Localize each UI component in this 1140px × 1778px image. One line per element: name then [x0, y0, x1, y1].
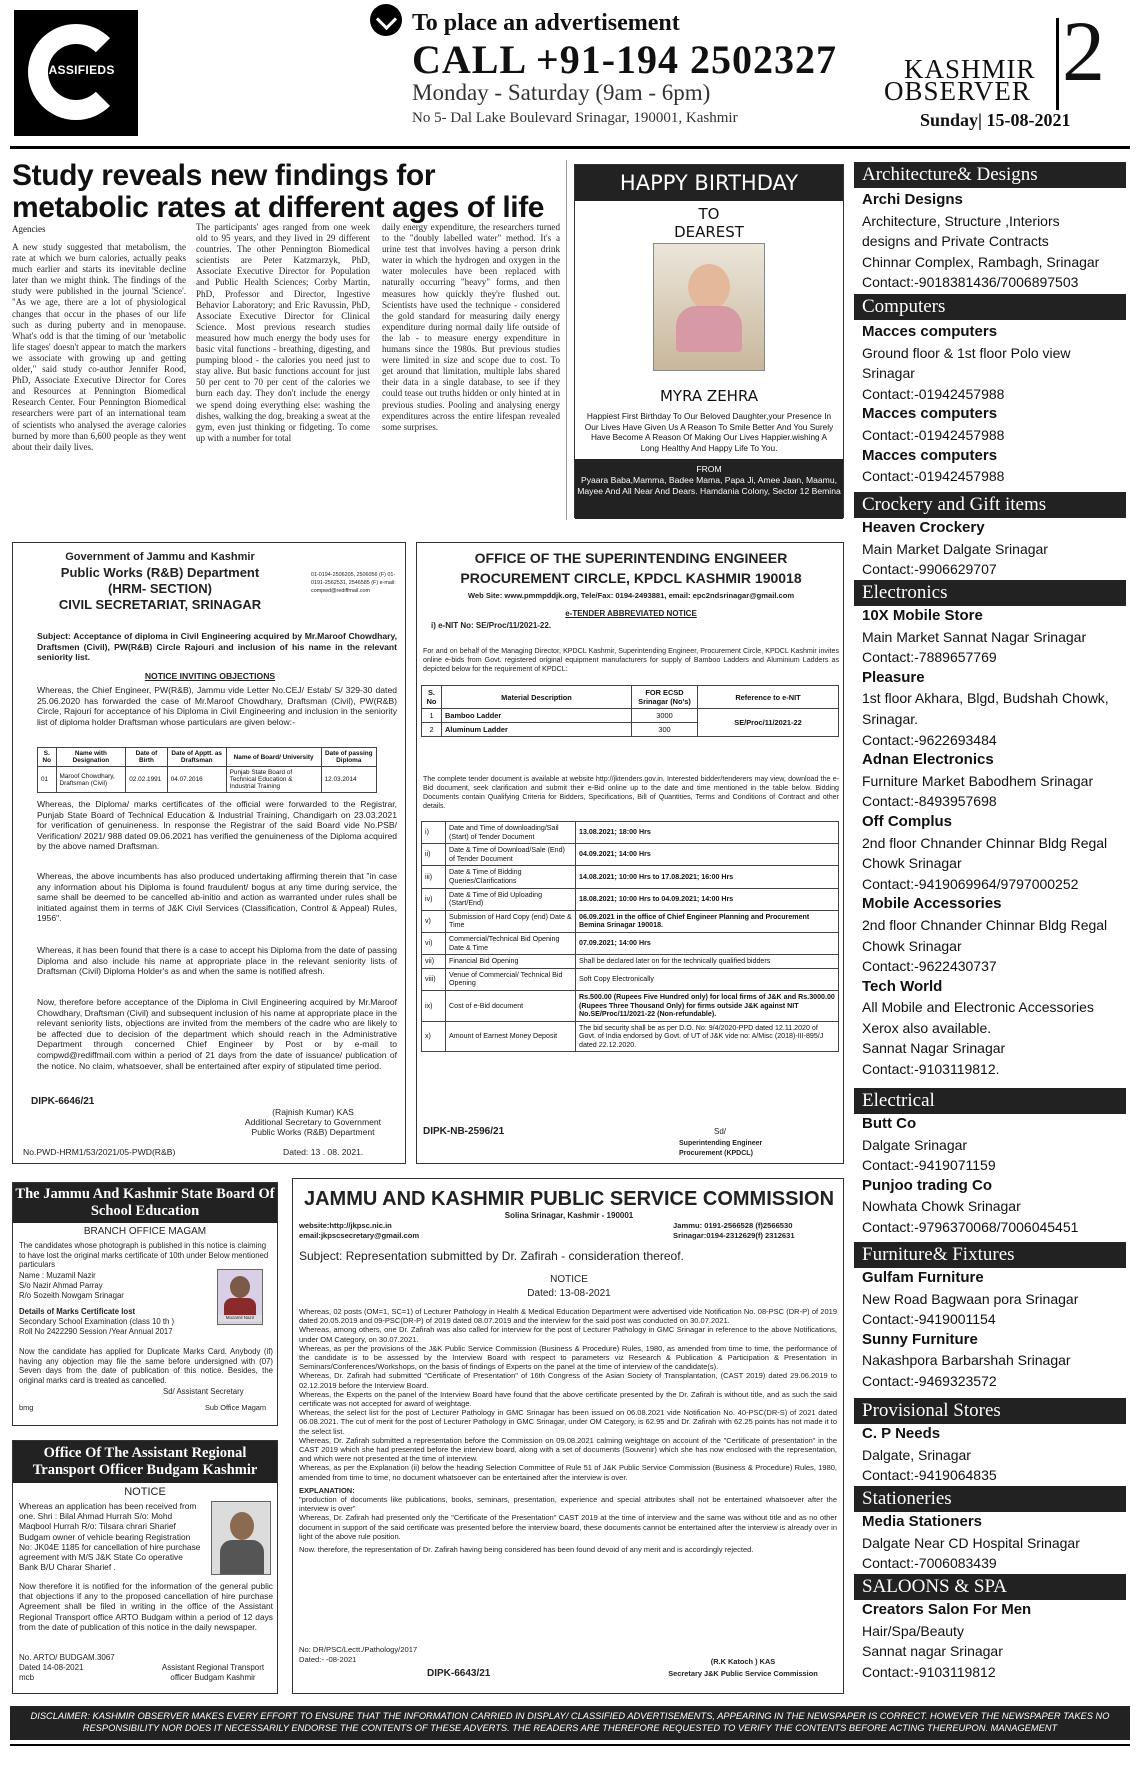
birthday-from	[575, 459, 843, 519]
entry-title: Pleasure	[862, 668, 925, 686]
jkpsc-notice	[292, 1178, 844, 1694]
entry-line: Sannat nagar Srinagar	[862, 1643, 1003, 1660]
arto-title: Office Of The Assistant Regional Transport Officer Budgam Kashmir	[13, 1441, 277, 1483]
pwd-dated: Dated: 13 . 08. 2021.	[283, 1147, 364, 1157]
entry-line: Sannat Nagar Srinagar	[862, 1040, 1006, 1057]
entry-line: Contact:-9796370068/7006045451	[862, 1218, 1079, 1235]
jkbose-body: Now the candidate has applied for Duplicate Marks Card. Anybody (if) having any objection may file the same before undersigned with (07) Seven days from the date of publication of this notice. Besides, the original marks card is treated as cancelled.	[19, 1347, 273, 1385]
category-furniture: Furniture& Fixtures	[854, 1242, 1126, 1268]
directory-entry	[862, 190, 1124, 293]
article-divider	[566, 160, 567, 520]
pwd-td: 02.02.1991	[126, 767, 167, 793]
schedule-label: Date and Time of downloading/Sail (Start) of Tender Document	[446, 822, 576, 844]
ad-phone: CALL +91-194 2502327	[412, 37, 838, 82]
birthday-to: TO	[698, 205, 720, 223]
kpdcl-th: Material Description	[442, 686, 632, 709]
jkbose-father: S/o Nazir Ahmad Parray	[19, 1281, 103, 1290]
pwd-para2: Whereas, the Diploma/ marks certificates of the official were forwarded to the Registrar, Punjab State Board of Technical Education & Industrial Training, Chandigarh on 23.03.2021 for verification of genuineness. In response the Registrar of the said Board vide No.PSB/ Verification/ 2021/ 988 dated 09.06.2021 has verified the genuineness of the Diploma acquired by the above named Draftsman.	[37, 799, 397, 852]
pwd-dept: Public Works (R&B) Department	[60, 565, 260, 580]
schedule-label: Financial Bid Opening	[446, 955, 576, 969]
jkbose-code: bmg	[19, 1403, 34, 1412]
entry-line: Contact:-9622693484	[862, 731, 997, 748]
entry-line: designs and Private Contracts	[862, 233, 1049, 250]
schedule-value: 04.09.2021; 14:00 Hrs	[576, 844, 839, 866]
schedule-no: viii)	[422, 968, 446, 990]
kpdcl-td: 2	[422, 723, 442, 737]
pwd-place: CIVIL SECRETARIAT, SRINAGAR	[58, 597, 262, 612]
jkbose-roll: Roll No 2422290 Session /Year Annual 2017	[19, 1327, 173, 1336]
jkbose-office: BRANCH OFFICE MAGAM	[83, 1226, 207, 1237]
jkpsc-address: Solina Srinagar, Kashmir - 190001	[504, 1211, 634, 1220]
entry-title: Mobile Accessories	[862, 895, 1002, 913]
top-rule	[10, 146, 1130, 149]
entry-line: Architecture, Structure ,Interiors	[862, 212, 1060, 229]
schedule-label: Cost of e-Bid document	[446, 990, 576, 1021]
kpdcl-schedule-table	[421, 821, 839, 1052]
entry-line: Dalgate Near CD Hospital Srinagar	[862, 1534, 1080, 1551]
jkpsc-email: email:jkpscsecretary@gmail.com	[299, 1231, 420, 1240]
pwd-section: (HRM- SECTION)	[108, 581, 212, 596]
entry-line: Ground floor & 1st floor Polo view	[862, 344, 1071, 361]
pwd-ref: No.PWD-HRM1/53/2021/05-PWD(R&B)	[23, 1147, 176, 1157]
category-crockery: Crockery and Gift items	[854, 492, 1126, 518]
article-col2: The participants' ages ranged from one week old to 95 years, and they lived in 29 different countries. The other Pennington Biomedical scientists are Peter Katzmarzyk, PhD, Associate Executive Director for Population and Public Health Sciences; Corby Martin, PhD, Professor and Director, Ingestive Behavior Laboratory; and Eric Ravussin, PhD, Associate Executive Director for Clinical Science. Most previous research studies measured how much energy the body uses for basic vital functions - breathing, digesting, and pumping blood - the calories you need just to stay alive. But basic functions account for just 50 per cent to 70 per cent of the calories we burn each day. They don't include the energy we spend doing everything else: washing the dishes, walking the dog, breaking a sweat at the gym, even just thinking or fidgeting. To come up with a number for total	[196, 222, 370, 443]
table-row	[422, 968, 839, 990]
schedule-value: Soft Copy Electronically	[576, 968, 839, 990]
pwd-th: Date of Birth	[126, 748, 167, 767]
table-row	[422, 1021, 839, 1052]
pwd-para5: Now, therefore before acceptance of the Diploma in Civil Engineering acquired by Mr.Maroof Chowdhary, Draftsman (Civil) and subsequent inclusion of his name at appropriate place in the relevant seniority lists, objections are invited from the members of the cadre who are likely to be affected due to decision of the department which should reach in the Administrative Department through concerned Chief Engineer by Post or by e-mail to compwd@rediffmail.com within a period of 21 days from the date of issuance/ publication of the notice. No claim, whatsoever, shall be entertained after expiry of stipulated time period.	[37, 997, 397, 1071]
entry-line: Chowk Srinagar	[862, 855, 962, 872]
kpdcl-dipk: DIPK-NB-2596/21	[423, 1126, 505, 1137]
schedule-value: Shall be declared later on for the technically qualified bidders	[576, 955, 839, 969]
kpdcl-circle: PROCUREMENT CIRCLE, KPDCL KASHMIR 190018	[460, 570, 802, 586]
category-saloons: SALOONS & SPA	[854, 1574, 1126, 1600]
kpdcl-sign1: Superintending Engineer	[679, 1140, 763, 1147]
pwd-td: 04.07.2016	[167, 767, 226, 793]
schedule-label: Date & Time of Bidding Queries/Clarifications	[446, 866, 576, 888]
schedule-no: vii)	[422, 955, 446, 969]
jkpsc-p2: Whereas, among others, one Dr. Zafirah was also called for interview for the post of Lecturer Pathology in GMC Srinagar in reference to the above Notifications, under OM Category, on 30.07.2021.	[299, 1325, 837, 1344]
entry-title: 10X Mobile Store	[862, 607, 983, 624]
jkpsc-explanation: "production of documents like publications, books, seminars, presentation, experience and special attributes shall not be entertained whatsoever after the interview is over"	[299, 1495, 837, 1514]
kpdcl-info: The complete tender document is available at website http://jktenders.gov.in. Interested bidder/tenderers may view, download the e-Bid document, seek clarification and submit their e-Bid online up to the date and time mentioned in the table below. Bidding Documents contain Qualifying Criteria for Bidders, Specifications, Bill of Quantities, Terms and Conditions of Contract and other details.	[423, 775, 839, 810]
entry-title: Sunny Furniture	[862, 1330, 978, 1348]
entry-title: Gulfam Furniture	[862, 1269, 984, 1286]
entry-line: Chinnar Complex, Rambagh, Srinagar	[862, 253, 1100, 270]
entry-line: Nakashpora Barbarshah Srinagar	[862, 1352, 1071, 1369]
arto-body: Whereas an application has been received from one. Shri : Bilal Ahmad Hurrah S/o: Mohd Maqbool Hurrah R/o: Tilsara chrari Sharief Budgam owner of vehicle bearing Registration No: JK04E 1185 for cancellation of hire purchase agreement with M/S J&K State Co operative Bank B/U Charar Sharief .	[19, 1501, 201, 1573]
directory-entry	[862, 1114, 1124, 1238]
entry-title: C. P Needs	[862, 1425, 941, 1442]
schedule-label: Date & Time of Download/Sale (End) of Tender Document	[446, 844, 576, 866]
entry-line: Contact:-01942457988	[862, 385, 1005, 402]
jkbose-title: The Jammu And Kashmir State Board Of School Education	[13, 1183, 277, 1223]
arto-no: No. ARTO/ BUDGAM.3067	[19, 1653, 115, 1662]
kpdcl-sd: Sd/	[713, 1127, 726, 1136]
entry-line: Contact:-9018381436/7006897503	[862, 274, 1079, 291]
kpdcl-web: Web Site: www.pmmpddjk.org, Tele/Fax: 0194-2493881, email: epc2ndsrinagar@gmail.com	[467, 591, 795, 600]
kpdcl-th: FOR ECSD Srinagar (No's)	[632, 686, 698, 709]
directory-entry	[862, 1600, 1124, 1682]
kpdcl-office: OFFICE OF THE SUPERINTENDING ENGINEER	[474, 550, 788, 566]
birthday-from-text: Pyaara Baba,Mamma, Badee Mama, Papa Ji, Amee Jaan, Maamu, Mayee And All Near And Dears. Hamdania Colony, Sector 12 Bemina	[577, 474, 841, 496]
page-number: 2	[1062, 3, 1105, 99]
directory-entry	[862, 1512, 1124, 1574]
entry-line: Contact:-7006083439	[862, 1555, 997, 1572]
jkpsc-p3: Whereas, as per the provisions of the J&K Public Service Commission (Business & Procedure) Rules, 1980, as amended from time to time, the performance of the candidate is to be assessed by the Interview Board with respect to parameters viz Research & Publication & Participation & Presentation in Seminars/Conferences/Workshops, on the basis of findings of Experts on the panel at the time of interview of the candidate(s).	[299, 1343, 837, 1372]
pwd-th: S. No	[38, 748, 57, 767]
entry-line: Contact:-01942457988	[862, 468, 1005, 485]
table-row	[422, 866, 839, 888]
entry-line: 2nd floor Chnander Chinnar Bldg Regal	[862, 834, 1108, 851]
schedule-no: iv)	[422, 888, 446, 910]
schedule-label: Submission of Hard Copy (end) Date & Time	[446, 910, 576, 932]
entry-title: Adnan Electronics	[862, 751, 994, 769]
jkpsc-p9: Whereas, Dr. Zafirah had presented only the "Certificate of the Presentation" CAST 2019 at the time of interview and the same was without title and as no other document in support of the said certificate was presented before the interview board, these documents cannot be entertained after the interview is already over in light of the above rule position.	[299, 1513, 837, 1541]
pwd-th: Date of Apptt. as Draftsman	[167, 748, 226, 767]
entry-title: Off Complus	[862, 812, 952, 830]
applicant-photo	[211, 1501, 271, 1575]
entry-line: Contact:-9419071159	[862, 1157, 996, 1174]
entry-title: Tech World	[862, 977, 943, 995]
entry-title: Creators Salon For Men	[862, 1601, 1032, 1618]
pwd-dipk: DIPK-6646/21	[31, 1096, 95, 1107]
schedule-label: Date & Time of Bid Uploading (Start/End)	[446, 888, 576, 910]
pwd-td: Maroof Chowdhary, Draftsman (Civil)	[56, 767, 126, 793]
entry-line: Contact:-9419069964/9797000252	[862, 875, 1079, 892]
ad-title: To place an advertisement	[412, 10, 680, 36]
arto-code: mcb	[19, 1673, 35, 1682]
jkbose-intro: The candidates whose photograph is published in this notice is claiming to have lost the original marks certificate of 10th under Below mentioned particulars	[19, 1241, 269, 1269]
table-row	[38, 767, 377, 793]
business-directory	[854, 162, 1126, 1684]
entry-line: Chowk Srinagar	[862, 937, 962, 954]
jkpsc-notice-label: NOTICE	[550, 1274, 588, 1285]
entry-line: 1st floor Akhara, Blgd, Budshah Chowk,	[862, 690, 1109, 707]
article-byline: Agencies	[12, 224, 46, 234]
jkpsc-srinagar-phone: Srinagar:0194-2312629(f) 2312631	[673, 1231, 795, 1240]
kpdcl-intro: For and on behalf of the Managing Director, KPDCL Kashmir, Superintending Engineer, Procurement Circle, KPDCL Kashmir invites online e-bids from Govt. registered original equipment manufacturers for supply of Bamboo Ladders and Aluminium Ladders as depicted below for the requirement of KPDCL:	[423, 647, 839, 673]
entry-line: All Mobile and Electronic Accessories	[862, 999, 1094, 1016]
schedule-no: v)	[422, 910, 446, 932]
pwd-signatory-title: Additional Secretary to Government	[244, 1117, 382, 1127]
jkbose-details-title: Details of Marks Certificate lost	[19, 1307, 136, 1316]
jkpsc-p1: Whereas, 02 posts (OM=1, SC=1) of Lecturer Pathology in Health & Medical Education Department were advertised vide Notification No. 08-PSC (DR-P) of 2019 dated 20.05.2019 and 09-PSC(DR-P) of 2019 dated 08.07.2019 and the interview for the said post was conducted on 30.07.2021.	[299, 1307, 837, 1326]
jkpsc-explanation-title: EXPLANATION:	[299, 1485, 355, 1495]
article-headline: Study reveals new findings for metabolic rates at different ages of life	[12, 159, 545, 224]
schedule-no: ix)	[422, 990, 446, 1021]
brand-line2: OBSERVER	[884, 76, 1031, 106]
category-electrical: Electrical	[854, 1088, 1126, 1114]
jkpsc-p5: Whereas, the Experts on the panel of the Interview Board have found that the above certificate presented by the Dr. Zafirah is without title, and as such the said certificate was not accepted for award of weightage.	[299, 1389, 837, 1409]
birthday-heading: HAPPY BIRTHDAY	[575, 165, 843, 201]
arto-notice-label: NOTICE	[124, 1486, 166, 1498]
entry-line: Dalgate, Srinagar	[862, 1446, 971, 1463]
schedule-no: x)	[422, 1021, 446, 1052]
category-stationeries: Stationeries	[854, 1486, 1126, 1512]
entry-title: Macces computers	[862, 405, 998, 423]
schedule-value: 07.09.2021; 14:00 Hrs	[576, 932, 839, 954]
jkpsc-p10: Now. therefore, the representation of Dr. Zafirah having being considered has been found devoid of any merit and is accordingly rejected.	[299, 1545, 754, 1555]
arto-sign2: officer Budgam Kashmir	[170, 1673, 256, 1682]
birthday-ad	[574, 164, 844, 518]
jkbose-office-sign: Sub Office Magam	[205, 1403, 267, 1412]
article-col1: A new study suggested that metabolism, the rate at which we burn calories, actually peaks much earlier and starts its inevitable decline later than we might think. The findings of the study were published in the journal 'Science'. "As we age, there are a lot of physiological changes that occur in the phases of our life such as during puberty and in menopause. What's odd is that the timing of our 'metabolic life stages' doesn't appear to match the markers we associate with growing up and getting older," said study co-author Jennifer Rood, PhD, Associate Executive Director for Cores and Resources at Pennington Biomedical Research Center. Four Pennington Biomedical researchers were part of an international team of scientists who analysed the average calories burned by more than 6,600 people as they went about their daily lives.	[12, 242, 186, 452]
schedule-label: Venue of Commercial/ Technical Bid Opening	[446, 968, 576, 990]
pwd-td: Punjab State Board of Technical Education & Industrial Training	[226, 767, 321, 793]
jkpsc-p7: Whereas, Dr. Zafirah submitted a representation before the Commission on 09.08.2021 calming weightage on account of the "Certificate of presentation" in the CAST 2019 which she had presented before the interview board, along with a set of documents (Souvenir) which she has now enclosed with the representation, and which were not presented at the time of interview.	[299, 1435, 837, 1464]
jkpsc-title: JAMMU AND KASHMIR PUBLIC SERVICE COMMISSION	[303, 1188, 835, 1210]
jkpsc-p4: Whereas, Dr. Zafirah had submitted "Certificate of Presentation" of 16th Congress of the Asian Society of Transplantation, (CAST 2019) dated 29.06.2019 to 02.12.2019 before the Interview Board.	[299, 1371, 837, 1390]
entry-line: Hair/Spa/Beauty	[862, 1622, 964, 1639]
entry-line: Srinagar.	[862, 710, 919, 727]
arrow-circle-icon	[370, 4, 402, 36]
birthday-from-label: FROM	[696, 464, 722, 474]
ad-address: No 5- Dal Lake Boulevard Srinagar, 190001, Kashmir	[412, 110, 738, 126]
entry-title: Macces computers	[862, 446, 998, 464]
photo-caption: Muzamil Nazir	[218, 1315, 262, 1321]
entry-title: Macces computers	[862, 323, 998, 340]
entry-line: Contact:-9419001154	[862, 1311, 996, 1328]
entry-line: Main Market Sannat Nagar Srinagar	[862, 628, 1087, 645]
table-row	[422, 888, 839, 910]
jkpsc-no: No: DR/PSC/Lectt./Pathology/2017	[299, 1645, 418, 1654]
arto-sign1: Assistant Regional Transport	[161, 1663, 265, 1672]
jkpsc-notice-date: Dated: 13-08-2021	[527, 1288, 611, 1299]
kpdcl-th: Reference to e-NIT	[698, 686, 839, 709]
pwd-gov: Government of Jammu and Kashmir	[65, 551, 255, 563]
kpdcl-td: Aluminum Ladder	[442, 723, 632, 737]
jkpsc-jammu-phone: Jammu: 0191-2566528 (f)2566530	[673, 1221, 793, 1230]
jkpsc-p8: Whereas, as per the Explanation (ii) below the heading Selection Committee of Rule 51 of J&K Public Service Commission (Business & Procedure) Rules, 1980, amended from time to time, no document whatsoever can be entertained after the interview is over.	[299, 1463, 837, 1482]
schedule-label: Commercial/Technical Bid Opening Date & Time	[446, 932, 576, 954]
schedule-value: The bid security shall be as per D.O. No: 9/4/2020-PPD dated 12.11.2020 of Govt. of India endorsed by Govt. of UT of J&K vide no: A/Misc (2018)-III-895/J dated 22.12.2020.	[576, 1021, 839, 1052]
directory-entry	[862, 518, 1124, 580]
kpdcl-td: 3000	[632, 709, 698, 723]
kpdcl-reference: SE/Proc/11/2021-22	[698, 709, 839, 737]
schedule-value: 18.08.2021; 10:00 Hrs to 04.09.2021; 14:00 Hrs	[576, 888, 839, 910]
birthday-name: MYRA ZEHRA	[659, 387, 759, 405]
entry-line: Contact:-01942457988	[862, 426, 1005, 443]
jkbose-notice	[12, 1182, 278, 1426]
category-electronics: Electronics	[854, 580, 1126, 606]
pwd-signatory: (Rajnish Kumar) KAS	[272, 1107, 354, 1117]
arto-notice	[12, 1440, 278, 1694]
directory-entry	[862, 1424, 1124, 1486]
entry-title: Archi Designs	[862, 191, 963, 208]
jkbose-sd: Sd/ Assistant Secretary	[163, 1387, 244, 1396]
pwd-td: 01	[38, 767, 57, 793]
table-row	[422, 910, 839, 932]
kpdcl-td: 300	[632, 723, 698, 737]
directory-entry	[862, 1268, 1124, 1392]
schedule-no: ii)	[422, 844, 446, 866]
kpdcl-sign2: Procurement (KPDCL)	[679, 1150, 753, 1157]
kpdcl-td: 1	[422, 709, 442, 723]
pwd-subject: Subject: Acceptance of diploma in Civil Engineering acquired by Mr.Maroof Chowdhary, Draftsmen (Civil), PW(R&B) Circle Rajouri and inclusion of his name in the relevant seniority list.	[37, 631, 397, 663]
jkpsc-sign1: (R.K Katoch ) KAS	[710, 1657, 776, 1666]
entry-line: Furniture Market Babodhem Srinagar	[862, 772, 1094, 789]
schedule-no: i)	[422, 822, 446, 844]
kpdcl-nit: i) e-NIT No: SE/Proc/11/2021-22.	[431, 621, 552, 630]
jkbose-exam: Secondary School Examination (class 10 th )	[19, 1317, 175, 1326]
pwd-para4: Whereas, it has been found that there is a case to accept his Diploma from the date of passing Diploma and also include his name at appropriate place in the relevant seniority lists of Draftsman (Civil) Diploma Holder's as and when the same is notified afresh.	[37, 945, 397, 977]
pwd-signatory-dept: Public Works (R&B) Department	[251, 1127, 375, 1137]
schedule-value: 06.09.2021 in the office of Chief Engineer Planning and Procurement Bemina Srinagar 190018.	[576, 910, 839, 932]
directory-entry	[862, 322, 1124, 487]
entry-line: Contact:-8493957698	[862, 793, 997, 810]
kpdcl-material-table	[421, 685, 839, 737]
schedule-no: vi)	[422, 932, 446, 954]
category-architecture: Architecture& Designs	[854, 162, 1126, 188]
entry-line: Srinagar	[862, 365, 915, 382]
entry-line: Contact:-7889657769	[862, 649, 997, 666]
kpdcl-td: Bamboo Ladder	[442, 709, 632, 723]
table-row	[422, 990, 839, 1021]
brand-line1: KASHMIR	[904, 54, 1036, 84]
arto-body2: Now therefore it is notified for the information of the general public that objections if any to the proposed cancellation of hire purchase Agreement shall be filed in writing in the office of the Assistant Regional Transport office ARTO Budgam within a period of 12 days from the date of publication of this notice in the daily newspaper.	[19, 1581, 273, 1632]
entry-line: Contact:-9469323572	[862, 1372, 997, 1389]
classifieds-logo	[14, 10, 138, 136]
pwd-para1: Whereas, the Chief Engineer, PW(R&B), Jammu vide Letter No.CEJ/ Estab/ S/ 329-30 dated 25.06.2020 has forwarded the case of Mr.Maroof Chowdhary, Draftsman (Civil), PW(R&B) Circle, Rajouri for acceptance of his Diploma in Civil Engineering and inclusion in the seniority list of diploma holder Draftsman whose particulars are given below:-	[37, 685, 397, 727]
pwd-table	[37, 747, 377, 793]
entry-title: Media Stationers	[862, 1513, 983, 1530]
baby-photo	[653, 243, 765, 371]
jkpsc-sign2: Secretary J&K Public Service Commission	[668, 1669, 818, 1678]
jkpsc-p6: Whereas, the select list for the post of Lecturer Pathology in GMC Srinagar has been issued on 06.08.2021 vide Notification No. 40-PSC(DR-S) of 2021 dated 06.08.2021. The cut of merit for the post of Lecturer Pathology in GMC Srinagar, under OM Category, is 62.95 and Dr. Zafirah with 62.25 points has not made it to the select list.	[299, 1408, 837, 1436]
ad-hours: Monday - Saturday (9am - 6pm)	[412, 80, 711, 105]
schedule-value: 13.08.2021; 18:00 Hrs	[576, 822, 839, 844]
arto-dated: Dated 14-08-2021	[19, 1663, 84, 1672]
entry-line: Contact:-9419064835	[862, 1467, 997, 1484]
issue-date: Sunday| 15-08-2021	[920, 110, 1071, 130]
article-col3: daily energy expenditure, the researchers turned to the "doubly labelled water" method. It's a urine test that involves having a person drink water in which the hydrogen and oxygen in the water molecules have been replaced with naturally occurring "heavy" forms, and then measures how quickly they're flushed out. Scientists have used the technique - considered the gold standard for measuring daily energy expenditure during normal daily life outside of the lab - to measure energy expenditure in humans since the 1980s. But previous studies were limited in size and scope due to cost. To get around that limitation, multiple labs shared their data in a single database, to see if they could tease out truths hidden or only hinted at in previous studies. Pooling and analysing energy expenditures across the entire lifespan revealed some surprises.	[382, 222, 560, 432]
jkpsc-website: website:http://jkpsc.nic.in	[299, 1221, 392, 1230]
birthday-message: Happiest First Birthday To Our Beloved Daughter,your Presence In Our Lives Have Given Us A Reason To Smile Better And You Surely Have Become A Reason Of Making Our Lives Happier.wishing A Long Healthy And Happy Life To You.	[584, 411, 834, 453]
entry-line: New Road Bagwaan pora Srinagar	[862, 1290, 1079, 1307]
schedule-value: 14.08.2021; 10:00 Hrs to 17.08.2021; 16:00 Hrs	[576, 866, 839, 888]
jkbose-name: Name : Muzamil Nazir	[19, 1271, 96, 1280]
jkpsc-subject: Subject: Representation submitted by Dr. Zafirah - consideration thereof.	[299, 1249, 684, 1263]
entry-line: Contact:-9103119812	[862, 1663, 996, 1680]
table-row	[422, 709, 839, 723]
birthday-dearest: DEAREST	[674, 223, 744, 241]
table-row	[422, 822, 839, 844]
entry-line: Contact:-9906629707	[862, 561, 997, 578]
table-row	[422, 932, 839, 954]
pwd-notice	[12, 542, 406, 1164]
entry-line: Main Market Dalgate Srinagar	[862, 540, 1048, 557]
pwd-th: Name with Designation	[56, 748, 126, 767]
table-row	[422, 844, 839, 866]
schedule-value: Rs.500.00 (Rupees Five Hundred only) for local firms of J&K and Rs.3000.00 (Rupees Three Thousand Only) for firms outside J&K against NIT No.SE/Proc/11/2021-22 (Non-refundable).	[576, 990, 839, 1021]
pwd-th: Date of passing Diploma	[321, 748, 376, 767]
entry-line: Contact:-9622430737	[862, 958, 997, 975]
entry-line: Contact:-9103119812.	[862, 1061, 1000, 1078]
entry-line: Nowhata Chowk Srinagar	[862, 1198, 1021, 1215]
jkpsc-dipk: DIPK-6643/21	[427, 1668, 491, 1679]
kpdcl-notice-title: e-TENDER ABBREVIATED NOTICE	[565, 609, 697, 618]
jkpsc-dated: Dated:- -08-2021	[299, 1655, 357, 1664]
footer-rule	[10, 1744, 1130, 1746]
pwd-para3: Whereas, the above incumbents has also produced undertaking affirming therein that "in case any information about his Diploma is found fraudulent/ bogus at any time during service, the same shall be deemed to be cancelled ab-initio and action as warranted under rules shall be initiated against them in terms of J&K Civil Services (Classification, Control & Appeal) Rules, 1956".	[37, 871, 397, 924]
logo-text: CLASSIFIEDS	[32, 63, 115, 77]
brand-divider	[1056, 18, 1059, 110]
pwd-notice-title: NOTICE INVITING OBJECTIONS	[144, 671, 276, 681]
disclaimer-footer: DISCLAIMER: KASHMIR OBSERVER MAKES EVERY EFFORT TO ENSURE THAT THE INFORMATION CARRIED IN DISPLAY/ CLASSIFIED ADVERTISEMENTS, APPEARING IN THE NEWSPAPER IS CORRECT. HOWEVER THE NEWSPAPER TAKES NO RESPONSIBILITY NOR DOES IT NECESSARILY ENDORSE THE CONTENTS OF THESE ADVERTS. THE READERS ARE THEREFORE REQUESTED TO VERIFY THE CONTENTS BEFORE ACTING THEREUPON. MANAGEMENT	[10, 1706, 1130, 1740]
jkpsc-body	[299, 1307, 837, 1554]
directory-entry	[862, 606, 1124, 1080]
kpdcl-th: S. No	[422, 686, 442, 709]
category-provisional: Provisional Stores	[854, 1398, 1126, 1424]
entry-line: 2nd floor Chnander Chinnar Bldg Regal	[862, 916, 1108, 933]
schedule-no: iii)	[422, 866, 446, 888]
entry-title: Butt Co	[862, 1115, 917, 1132]
schedule-label: Amount of Earnest Money Deposit	[446, 1021, 576, 1052]
candidate-photo	[217, 1269, 263, 1325]
entry-line: Xerox also available.	[862, 1019, 992, 1036]
category-computers: Computers	[854, 294, 1126, 320]
pwd-th: Name of Board/ University	[226, 748, 321, 767]
table-row	[422, 955, 839, 969]
entry-line: Dalgate Srinagar	[862, 1136, 968, 1153]
entry-title: Punjoo trading Co	[862, 1176, 992, 1194]
pwd-contact: 01-0194-2506205, 2506056 (F) 01-0191-2562531, 2546585 (F) e-mail: compwd@rediffmail.com	[311, 572, 396, 594]
entry-title: Heaven Crockery	[862, 519, 985, 536]
kpdcl-notice	[416, 542, 844, 1164]
pwd-td: 12.03.2014	[321, 767, 376, 793]
jkbose-address: R/o Sozeith Nowgam Srinagar	[19, 1291, 124, 1300]
